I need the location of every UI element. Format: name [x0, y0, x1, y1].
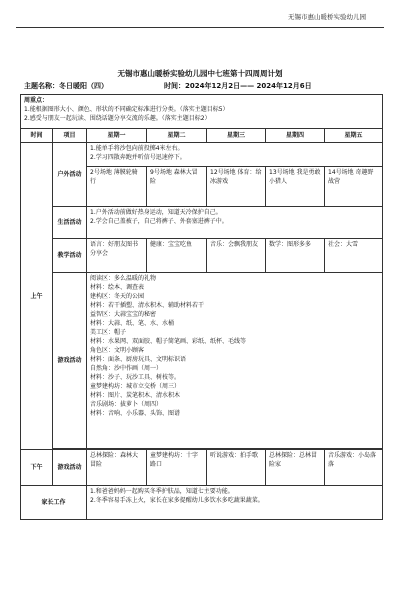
header-divider [16, 27, 384, 28]
meta-row [24, 81, 380, 91]
parents-content [87, 486, 383, 520]
weekly-plan-table [20, 94, 383, 520]
game-line: 材料：沙子、玩沙工具、树枝等。 [90, 374, 181, 381]
outdoor-mon: 2号场地 薄膜轮骑行 [87, 167, 147, 207]
parents-line: 2.冬季容易手冻上火，家长在家多提醒幼儿多饮水多吃蔬果蔬菜。 [90, 497, 264, 504]
outdoor-thu: 13号场地 我是勇敢小猎人 [266, 167, 325, 207]
game-line: 音乐剧场：拔萝卜（周四） [90, 401, 163, 408]
morning-label: 上午 [21, 143, 53, 450]
parents-label: 家长工作 [21, 486, 87, 520]
outdoor-wed: 12号场地 体育：给冰游戏 [207, 167, 266, 207]
life-line: 1.户外活动前做好热身运动，知道天冷保护自己。 [90, 209, 222, 216]
game-line: 材料：绘本、调查表 [90, 284, 145, 291]
col-thu: 星期四 [266, 129, 325, 143]
weekly-goals [21, 95, 383, 129]
col-tue: 星期二 [147, 129, 207, 143]
teaching-label: 教学活动 [53, 239, 87, 273]
game-line: 材料：面条、厨房玩具、文明标识语 [90, 356, 187, 363]
goal-item: 2.感受与朋友一起玩读、围绕话题分享交流的乐趣。（落实主题目标2） [24, 115, 211, 122]
header-school: 无锡市惠山暖桥实验幼儿园 [288, 13, 366, 21]
game-line: 材料：若干插塑、清水积木、辅助材料若干 [90, 302, 205, 309]
life-label: 生活活动 [53, 207, 87, 239]
game-line: 童梦建构坊：城市立交桥（周三） [90, 383, 181, 390]
theme-label: 主题名称：冬日暖阳（四） [24, 82, 108, 90]
afternoon-thu: 总林探险：总林冒险家 [266, 450, 325, 486]
col-fri: 星期五 [325, 129, 383, 143]
outdoor-label: 户外活动 [53, 143, 87, 207]
outdoor-tue: 9号场地 森林大冒险 [147, 167, 207, 207]
goal-item: 1.能根据图形大小、颜色、形状的不同确定标准进行分类。（落实主题目标5） [24, 106, 229, 113]
col-item: 项目 [53, 129, 87, 143]
game-line: 材料：音响、小乐器、头饰、图谱 [90, 410, 181, 417]
afternoon-label: 下午 [21, 450, 53, 486]
game-line: 阅读区：多么温暖的礼物 [90, 275, 157, 282]
game-line: 材料：大蒜、纸、笔、水、水桶 [90, 320, 175, 327]
afternoon-tue: 童梦建构坊：十字路口 [147, 450, 207, 486]
outdoor-fri: 14号场地 奇趣野战营 [325, 167, 383, 207]
page-title: 无锡市惠山暖桥实验幼儿园中七班第十四周周计划 [117, 69, 283, 78]
afternoon-mon: 总林探险：森林大冒险 [87, 450, 147, 486]
teaching-fri: 社会：大雪 [325, 239, 383, 273]
parents-line: 1.和爸爸妈妈一起购买冬季护肤品，知道七主要功能。 [90, 488, 234, 495]
outdoor-goal: 2.学习四散奔跑并听信号迅速停下。 [90, 154, 186, 161]
game-line: 材料：水果网、双面胶、帽子简笔画、彩纸、纸杯、毛线等 [90, 338, 247, 345]
game-content [87, 273, 383, 449]
col-mon: 星期一 [87, 129, 147, 143]
game-line: 美工区：帽子 [90, 329, 127, 336]
life-line: 2.学会自己盖被子，自己将裤子、外套塞进裤子中。 [90, 218, 228, 225]
game-line: 益智区：大蒜宝宝的秘密 [90, 311, 157, 318]
life-content [87, 207, 383, 239]
outdoor-goals [87, 143, 383, 167]
teaching-wed: 音乐：会飘我朋友 [207, 239, 266, 273]
game-line: 自然角：沙中作画（周一） [90, 365, 163, 372]
afternoon-fri: 音乐游戏：小岛落落 [325, 450, 383, 486]
col-wed: 星期三 [207, 129, 266, 143]
afternoon-game-label: 游戏活动 [53, 450, 87, 486]
teaching-mon: 语言：好朋友图书分享会 [87, 239, 147, 273]
game-label: 游戏活动 [53, 273, 87, 449]
outdoor-goal: 1.能单手将沙包向前投掷4米左右。 [90, 145, 184, 152]
game-line: 角色区：文明小顾客 [90, 347, 145, 354]
afternoon-wed: 听说游戏：拍手歌 [207, 450, 266, 486]
col-time: 时间 [21, 129, 53, 143]
time-label: 时间：2024年12月2日—— 2024年12月6日 [164, 82, 312, 90]
teaching-tue: 健康：宝宝吃鱼 [147, 239, 207, 273]
game-line: 建构区：冬天的公园 [90, 293, 145, 300]
game-line: 材料：图片、炭笔积木、清水积木 [90, 392, 181, 399]
goals-heading: 周重点： [24, 97, 49, 104]
teaching-thu: 数学：图形多多 [266, 239, 325, 273]
